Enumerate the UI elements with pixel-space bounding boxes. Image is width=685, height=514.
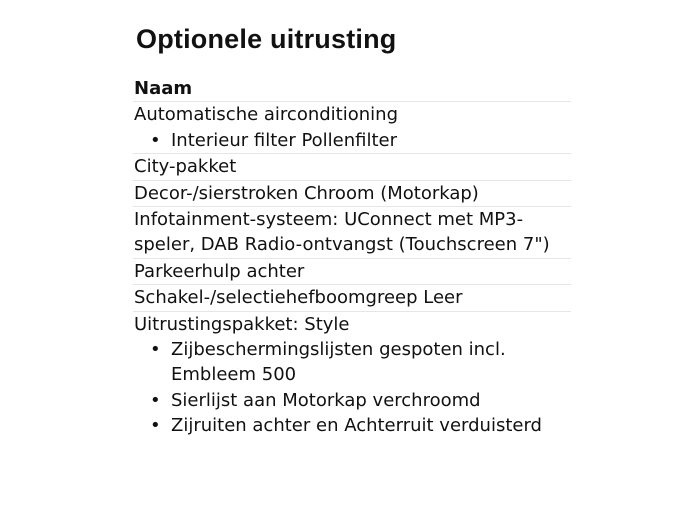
list-item bbox=[134, 128, 571, 153]
sub-item-label: Interieur filter Pollenfilter bbox=[171, 129, 398, 151]
sub-list bbox=[134, 128, 571, 153]
bullet-icon: • bbox=[150, 389, 161, 411]
sub-item-label: Sierlijst aan Motorkap verchroomd bbox=[171, 389, 481, 411]
option-label: Decor-/sierstroken Chroom (Motorkap) bbox=[134, 182, 479, 204]
sub-item-label: Zijbeschermingslijsten gespoten incl. Embleem 500 bbox=[171, 339, 506, 386]
table-row bbox=[133, 259, 571, 285]
sub-item-label: Zijruiten achter en Achterruit verduisterd bbox=[171, 415, 542, 437]
table-row bbox=[133, 285, 571, 311]
table-header bbox=[133, 76, 571, 102]
sub-list bbox=[134, 337, 571, 439]
bullet-icon: • bbox=[150, 339, 161, 361]
table-row bbox=[133, 102, 571, 154]
table-row bbox=[133, 312, 571, 439]
list-item bbox=[134, 388, 571, 413]
table-row bbox=[133, 207, 571, 259]
equipment-table bbox=[133, 76, 571, 439]
bullet-icon: • bbox=[150, 415, 161, 437]
page-title: Optionele uitrusting bbox=[136, 24, 397, 54]
table-row bbox=[133, 154, 571, 180]
bullet-icon: • bbox=[150, 129, 161, 151]
list-item bbox=[134, 413, 571, 438]
option-label: City-pakket bbox=[134, 156, 237, 178]
table-row bbox=[133, 181, 571, 207]
option-label: Automatische airconditioning bbox=[134, 104, 398, 126]
option-label: Uitrustingspakket: Style bbox=[134, 313, 350, 335]
option-label: Schakel-/selectiehefboomgreep Leer bbox=[134, 287, 463, 309]
column-header-naam: Naam bbox=[134, 78, 193, 99]
list-item bbox=[134, 337, 571, 388]
option-label: Parkeerhulp achter bbox=[134, 260, 305, 282]
option-label: Infotainment-systeem: UConnect met MP3-speler, DAB Radio-ontvangst (Touchscreen 7") bbox=[134, 209, 550, 256]
